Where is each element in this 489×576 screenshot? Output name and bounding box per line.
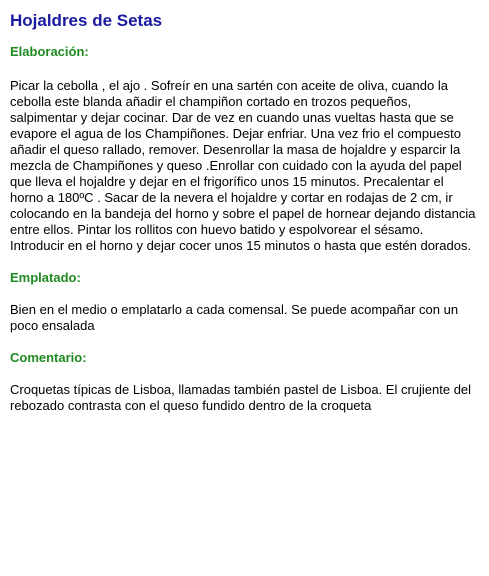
section-text-emplatado: Bien en el medio o emplatarlo a cada comensal. Se puede acompañar con un poco ensalada [10,302,459,333]
recipe-title: Hojaldres de Setas [10,11,163,30]
section-heading-emplatado: Emplatado: [10,270,81,285]
section-heading-elaboracion: Elaboración: [10,44,89,59]
section-text-comentario: Croquetas típicas de Lisboa, llamadas también pastel de Lisboa. El crujiente del rebozado contrasta con el queso fundido dentro de la croqueta [10,382,472,413]
section-text-elaboracion: Picar la cebolla , el ajo . Sofreír en una sartén con aceite de oliva, cuando la cebolla este blanda añadir el champiñon cortado en trozos pequeños, salpimentar y dejar cocinar. Dar de vez en cuando unas vueltas hasta que se evapore el agua de los Champiñones. Dejar enfriar. Una vez frio el compuesto añadir el queso rallado, remover. Desenrollar la masa de hojaldre y esparcir la mezcla de Champiñones y queso .Enrollar con cuidado con la ayuda del papel que lleva el hojaldre y dejar en el frigorífico unos 15 minutos. Precalentar el horno a 180ºC . Sacar de la nevera el hojaldre y cortar en rodajas de 2 cm, ir colocando en la bandeja del horno y sobre el papel de hornear dejando distancia entre ellos. Pintar los rollitos con huevo batido y espolvorear el sésamo. Introducir en el horno y dejar cocer unos 15 minutos o hasta que estén dorados. [10,78,476,253]
section-heading-comentario: Comentario: [10,350,87,365]
recipe-page [10,10,480,414]
